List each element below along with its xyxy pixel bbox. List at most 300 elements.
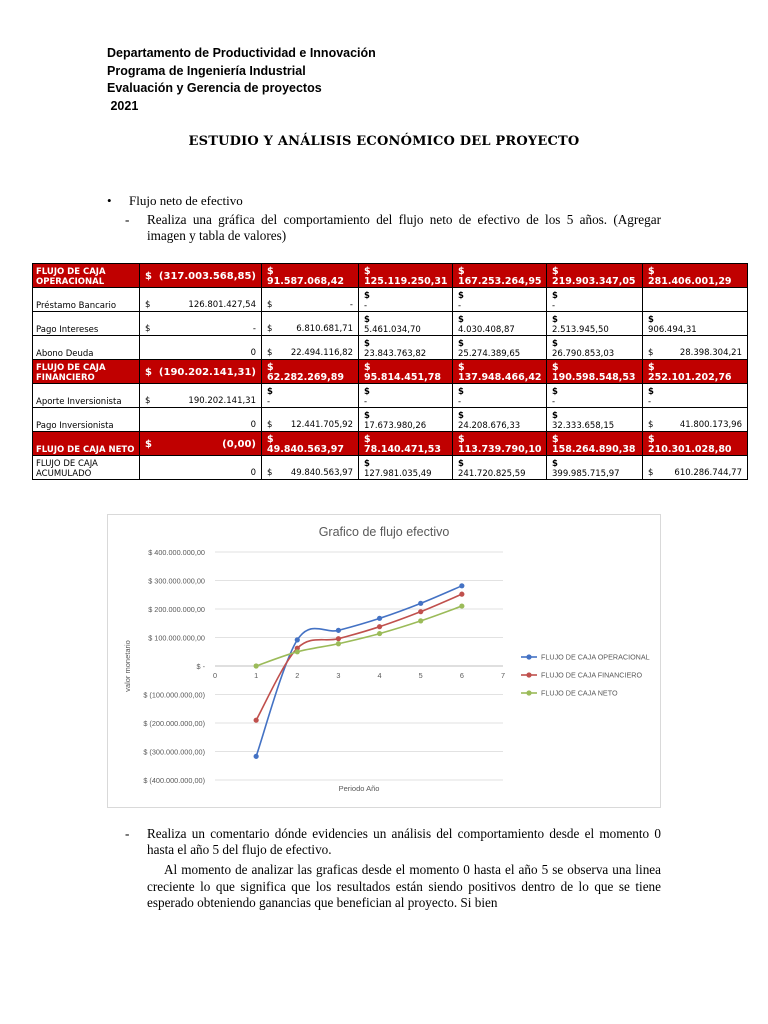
cell-box (550, 313, 639, 335)
data-point (336, 636, 341, 641)
year-4-cell (547, 360, 643, 384)
cell-stack (364, 267, 448, 287)
year-1-cell (262, 432, 359, 456)
cell-box (362, 361, 449, 383)
cell-value: 41.800.173,96 (679, 420, 742, 430)
currency-symbol: $ (648, 420, 654, 430)
cell-box (550, 409, 639, 431)
year-0-cell (140, 264, 262, 288)
row-label: Préstamo Bancario (33, 288, 140, 312)
year-0-cell (140, 408, 262, 432)
cell-box (550, 265, 639, 287)
data-point (459, 603, 464, 608)
cell-stack (648, 363, 732, 383)
currency-symbol: $ (458, 387, 464, 397)
data-point (254, 718, 259, 723)
task-2 (125, 826, 661, 860)
currency-symbol: $ (552, 266, 559, 277)
cell-stack (364, 339, 426, 359)
currency-symbol: $ (145, 439, 152, 450)
currency-symbol: $ (648, 387, 654, 397)
currency-symbol: $ (267, 300, 273, 310)
cell-value: 190.598.548,53 (552, 372, 636, 383)
cell-value: 113.739.790,10 (458, 444, 542, 455)
cell-box (456, 313, 543, 335)
cell-box (362, 385, 449, 407)
cell-stack (364, 387, 370, 407)
table-row (33, 432, 748, 456)
data-point (377, 616, 382, 621)
cell-value: 399.985.715,97 (552, 469, 620, 479)
row-label: Abono Deuda (33, 336, 140, 360)
cell-value: 26.790.853,03 (552, 349, 615, 359)
currency-symbol: $ (552, 339, 558, 349)
year-2-cell (359, 288, 453, 312)
cell-box (265, 409, 355, 431)
cell-box (550, 433, 639, 455)
cell-stack (364, 459, 432, 479)
cell-box (646, 361, 744, 383)
cell-box (646, 433, 744, 455)
currency-symbol: $ (552, 459, 558, 469)
cell-stack (458, 315, 515, 335)
cell-box (265, 457, 355, 479)
x-tick-label: 2 (295, 671, 300, 680)
legend-swatch-marker (526, 654, 531, 659)
cell-box (143, 457, 258, 479)
legend-entry: FLUJO DE CAJA FINANCIERO (541, 670, 643, 680)
cell-value: 610.286.744,77 (674, 468, 742, 478)
cell-stack (552, 267, 636, 287)
cell-value: 49.840.563,97 (290, 468, 353, 478)
cell-box (646, 385, 744, 407)
currency-symbol: $ (267, 420, 273, 430)
year-5-cell (643, 360, 748, 384)
currency-symbol: $ (648, 468, 654, 478)
currency-symbol: $ (458, 459, 464, 469)
year-1-cell (262, 336, 359, 360)
legend-swatch-marker (526, 672, 531, 677)
data-point (459, 583, 464, 588)
cell-value: - (252, 324, 256, 334)
row-label: Pago Inversionista (33, 408, 140, 432)
currency-symbol: $ (145, 300, 151, 310)
chart-svg (108, 515, 660, 807)
currency-symbol: $ (458, 434, 465, 445)
currency-symbol: $ (267, 434, 274, 445)
cell-value: 127.981.035,49 (364, 469, 432, 479)
cell-box (456, 409, 543, 431)
year-0-cell (140, 456, 262, 480)
cell-value: - (648, 397, 652, 407)
year-2-cell (359, 336, 453, 360)
year-0-cell (140, 312, 262, 336)
y-tick-label: $ (400.000.000,00) (143, 776, 205, 785)
cell-stack (648, 435, 732, 455)
row-label: Pago Intereses (33, 312, 140, 336)
currency-symbol: $ (267, 387, 273, 397)
row-label: FLUJO DE CAJA FINANCIERO (33, 360, 140, 384)
currency-symbol: $ (267, 266, 274, 277)
cell-value: - (364, 301, 368, 311)
task-1-dash: - (125, 212, 130, 227)
cell-box (143, 409, 258, 431)
cell-stack (552, 339, 614, 359)
cell-stack (458, 267, 542, 287)
page-title: ESTUDIO Y ANÁLISIS ECONÓMICO DEL PROYECTO (188, 134, 580, 149)
cell-value: 4.030.408,87 (458, 325, 515, 335)
year-5-cell (643, 312, 748, 336)
x-tick-label: 7 (500, 671, 506, 680)
cell-box (550, 289, 639, 311)
year-4-cell (547, 336, 643, 360)
currency-symbol: $ (552, 387, 558, 397)
table-row (33, 408, 748, 432)
year-4-cell (547, 408, 643, 432)
cell-stack (458, 411, 520, 431)
cell-box (265, 265, 355, 287)
year-3-cell (453, 456, 547, 480)
currency-symbol: $ (267, 324, 273, 334)
cell-stack (552, 411, 614, 431)
table-row (33, 312, 748, 336)
cell-box (265, 313, 355, 335)
cell-value: 2.513.945,50 (552, 325, 609, 335)
year-0-cell (140, 288, 262, 312)
currency-symbol: $ (364, 362, 371, 373)
cell-stack (458, 363, 542, 383)
year-1-cell (262, 384, 359, 408)
currency-symbol: $ (458, 291, 464, 301)
cell-box (456, 433, 543, 455)
cell-box (265, 337, 355, 359)
row-label: Aporte Inversionista (33, 384, 140, 408)
table-row (33, 336, 748, 360)
cell-stack (267, 387, 273, 407)
year-0-cell (140, 432, 262, 456)
year-3-cell (453, 264, 547, 288)
currency-symbol: $ (552, 411, 558, 421)
cell-box (143, 361, 258, 383)
legend-swatch-marker (526, 690, 531, 695)
y-tick-label: $ - (196, 662, 205, 671)
cell-box (362, 457, 449, 479)
cell-value: 12.441.705,92 (290, 420, 353, 430)
task-1-text: Realiza una gráfica del comportamiento del flujo neto de efectivo de los 5 años. (Agregar imagen y tabla de valores) (147, 212, 661, 243)
cell-box (646, 289, 744, 311)
cell-stack (364, 435, 441, 455)
data-point (418, 609, 423, 614)
bullet-symbol: • (107, 193, 112, 208)
cell-box (646, 337, 744, 359)
year-4-cell (547, 456, 643, 480)
cell-value: 281.406.001,29 (648, 276, 732, 287)
cell-box (265, 289, 355, 311)
year-2-cell (359, 264, 453, 288)
year-4-cell (547, 384, 643, 408)
y-tick-label: $ (200.000.000,00) (143, 719, 205, 728)
data-point (418, 618, 423, 623)
year-2-cell (359, 312, 453, 336)
year-3-cell (453, 288, 547, 312)
cell-value: 28.398.304,21 (679, 348, 742, 358)
cash-flow-table (32, 263, 748, 480)
year-4-cell (547, 288, 643, 312)
currency-symbol: $ (267, 468, 273, 478)
cell-box (456, 337, 543, 359)
year-5-cell (643, 432, 748, 456)
cell-stack (552, 363, 636, 383)
cell-stack (552, 315, 609, 335)
data-point (254, 663, 259, 668)
cell-value: 906.494,31 (648, 325, 697, 335)
cell-value: 91.587.068,42 (267, 276, 344, 287)
cell-stack (364, 411, 426, 431)
y-tick-label: $ (300.000.000,00) (143, 747, 205, 757)
document-header (107, 45, 376, 115)
currency-symbol: $ (364, 315, 370, 325)
chart-title: Grafico de flujo efectivo (318, 525, 450, 539)
year-2-cell (359, 408, 453, 432)
cell-box (646, 409, 744, 431)
year-0-cell (140, 384, 262, 408)
cell-box (550, 337, 639, 359)
cell-value: 241.720.825,59 (458, 469, 526, 479)
year-4-cell (547, 312, 643, 336)
cell-value: 23.843.763,82 (364, 349, 427, 359)
cell-value: 210.301.028,80 (648, 444, 732, 455)
currency-symbol: $ (364, 291, 370, 301)
row-label: FLUJO DE CAJA ACUMULADO (33, 456, 140, 480)
currency-symbol: $ (458, 362, 465, 373)
cell-stack (648, 387, 654, 407)
year-4-cell (547, 264, 643, 288)
y-axis-label: valor monetario (123, 640, 132, 692)
year-5-cell (643, 456, 748, 480)
cell-box (265, 433, 355, 455)
year-1-cell (262, 360, 359, 384)
cell-value: 32.333.658,15 (552, 421, 615, 431)
year-5-cell (643, 336, 748, 360)
cell-box (550, 385, 639, 407)
cell-value: 0 (250, 420, 256, 430)
currency-symbol: $ (648, 266, 655, 277)
cell-box (646, 457, 744, 479)
table-row (33, 360, 748, 384)
cell-box (362, 289, 449, 311)
currency-symbol: $ (458, 315, 464, 325)
cell-value: 219.903.347,05 (552, 276, 636, 287)
year-5-cell (643, 408, 748, 432)
year-2-cell (359, 432, 453, 456)
cell-value: 49.840.563,97 (267, 444, 344, 455)
currency-symbol: $ (552, 291, 558, 301)
currency-symbol: $ (552, 362, 559, 373)
x-axis-label: Periodo Año (338, 784, 380, 793)
task-2-text: Realiza un comentario dónde evidencies un análisis del comportamiento desde el momento 0 hasta el año 5 del flujo de efectivo. (147, 826, 661, 857)
cell-value: 95.814.451,78 (364, 372, 441, 383)
currency-symbol: $ (364, 459, 370, 469)
cell-value: 22.494.116,82 (290, 348, 353, 358)
cell-value: - (552, 301, 556, 311)
currency-symbol: $ (648, 434, 655, 445)
header-program: Programa de Ingeniería Industrial (107, 63, 306, 78)
cell-box (456, 265, 543, 287)
cell-value: $ (190.202.141,31) (145, 367, 256, 378)
currency-symbol: $ (552, 315, 558, 325)
cell-box (143, 313, 258, 335)
cell-stack (552, 387, 558, 407)
cell-box (456, 385, 543, 407)
data-point (295, 637, 300, 642)
cell-value: - (267, 397, 271, 407)
data-point (295, 649, 300, 654)
x-tick-label: 4 (377, 671, 382, 680)
currency-symbol: $ (364, 434, 371, 445)
cell-stack (458, 459, 526, 479)
cell-box (456, 361, 543, 383)
cell-box (362, 433, 449, 455)
data-point (254, 754, 259, 759)
header-course: Evaluación y Gerencia de proyectos (107, 81, 322, 95)
legend-entry: FLUJO DE CAJA NETO (541, 688, 618, 698)
cell-value: 252.101.202,76 (648, 372, 732, 383)
cell-box (362, 313, 449, 335)
x-tick-label: 6 (459, 671, 464, 680)
year-2-cell (359, 456, 453, 480)
table-row (33, 264, 748, 288)
data-point (459, 592, 464, 597)
cell-value: - (458, 301, 462, 311)
currency-symbol: $ (364, 339, 370, 349)
year-3-cell (453, 360, 547, 384)
cell-value: 0 (250, 348, 256, 358)
year-1-cell (262, 264, 359, 288)
cell-value: - (364, 397, 368, 407)
cell-stack (267, 267, 344, 287)
cell-box (143, 337, 258, 359)
analysis-comment: Al momento de analizar las graficas desde el momento 0 hasta el año 5 se observa una linea creciente lo que significa que los resultados están siendo positivos dentro de lo que se tiene esperado obteniendo ganancias que benefician al proyecto. Si bien (147, 862, 661, 910)
currency-symbol: $ (364, 411, 370, 421)
currency-symbol: $ (458, 266, 465, 277)
cell-value: 0 (250, 468, 256, 478)
currency-symbol: $ (458, 411, 464, 421)
y-tick-label: $ (100.000.000,00) (143, 690, 205, 700)
cell-box (143, 289, 258, 311)
cell-box (143, 433, 258, 455)
cell-stack (458, 339, 520, 359)
task-1 (125, 212, 661, 246)
year-1-cell (262, 312, 359, 336)
currency-symbol: $ (458, 339, 464, 349)
cell-stack (364, 363, 441, 383)
currency-symbol: $ (648, 315, 654, 325)
table-row (33, 384, 748, 408)
cell-stack (552, 459, 620, 479)
cell-value: 137.948.466,42 (458, 372, 542, 383)
cell-box (550, 361, 639, 383)
year-1-cell (262, 408, 359, 432)
year-5-cell (643, 264, 748, 288)
currency-symbol: $ (267, 362, 274, 373)
cell-stack (458, 387, 464, 407)
cell-value: 62.282.269,89 (267, 372, 344, 383)
cell-value: 125.119.250,31 (364, 276, 448, 287)
cell-box (362, 409, 449, 431)
cell-value: 158.264.890,38 (552, 444, 636, 455)
y-tick-label: $ 400.000.000,00 (148, 548, 205, 557)
year-1-cell (262, 288, 359, 312)
y-tick-label: $ 200.000.000,00 (148, 605, 205, 614)
x-tick-label: 5 (418, 671, 423, 680)
year-1-cell (262, 456, 359, 480)
year-3-cell (453, 432, 547, 456)
cell-value: 6.810.681,71 (296, 324, 353, 334)
cell-stack (552, 291, 558, 311)
header-department: Departamento de Productividad e Innovación (107, 46, 376, 60)
x-tick-label: 3 (336, 671, 341, 680)
cell-box (646, 265, 744, 287)
data-point (336, 628, 341, 633)
cell-box (456, 289, 543, 311)
cell-box (362, 265, 449, 287)
header-year: 2021 (107, 98, 139, 113)
year-3-cell (453, 312, 547, 336)
year-2-cell (359, 384, 453, 408)
cell-value: 167.253.264,95 (458, 276, 542, 287)
currency-symbol: $ (364, 266, 371, 277)
data-point (377, 624, 382, 629)
cell-value: 24.208.676,33 (458, 421, 521, 431)
row-label: FLUJO DE CAJA NETO (33, 432, 140, 456)
currency-symbol: $ (552, 434, 559, 445)
year-4-cell (547, 432, 643, 456)
cell-stack (552, 435, 636, 455)
cell-box (265, 385, 355, 407)
task-2-dash: - (125, 826, 130, 841)
series-line (256, 586, 462, 757)
y-tick-label: $ 300.000.000,00 (148, 576, 205, 586)
cash-flow-chart (107, 514, 661, 808)
year-0-cell (140, 336, 262, 360)
year-5-cell (643, 288, 748, 312)
y-tick-label: $ 100.000.000,00 (148, 633, 205, 643)
cell-stack (364, 315, 421, 335)
currency-symbol: $ (364, 387, 370, 397)
row-label: FLUJO DE CAJA OPERACIONAL (33, 264, 140, 288)
series-line (256, 606, 462, 666)
cell-value: - (349, 300, 353, 310)
cell-value: 190.202.141,31 (188, 396, 256, 406)
cell-value: 78.140.471,53 (364, 444, 441, 455)
cell-value: $ (317.003.568,85) (145, 271, 256, 282)
cell-value: 25.274.389,65 (458, 349, 521, 359)
year-3-cell (453, 336, 547, 360)
legend-entry: FLUJO DE CAJA OPERACIONAL (541, 652, 650, 662)
data-point (418, 601, 423, 606)
year-0-cell (140, 360, 262, 384)
cell-stack (267, 435, 344, 455)
cell-stack (648, 315, 697, 335)
currency-symbol: $ (145, 324, 151, 334)
table-row (33, 456, 748, 480)
table-row (33, 288, 748, 312)
cell-box (550, 457, 639, 479)
cell-value: (0,00) (222, 439, 256, 450)
cell-box (646, 313, 744, 335)
cell-box (143, 385, 258, 407)
cell-box (265, 361, 355, 383)
